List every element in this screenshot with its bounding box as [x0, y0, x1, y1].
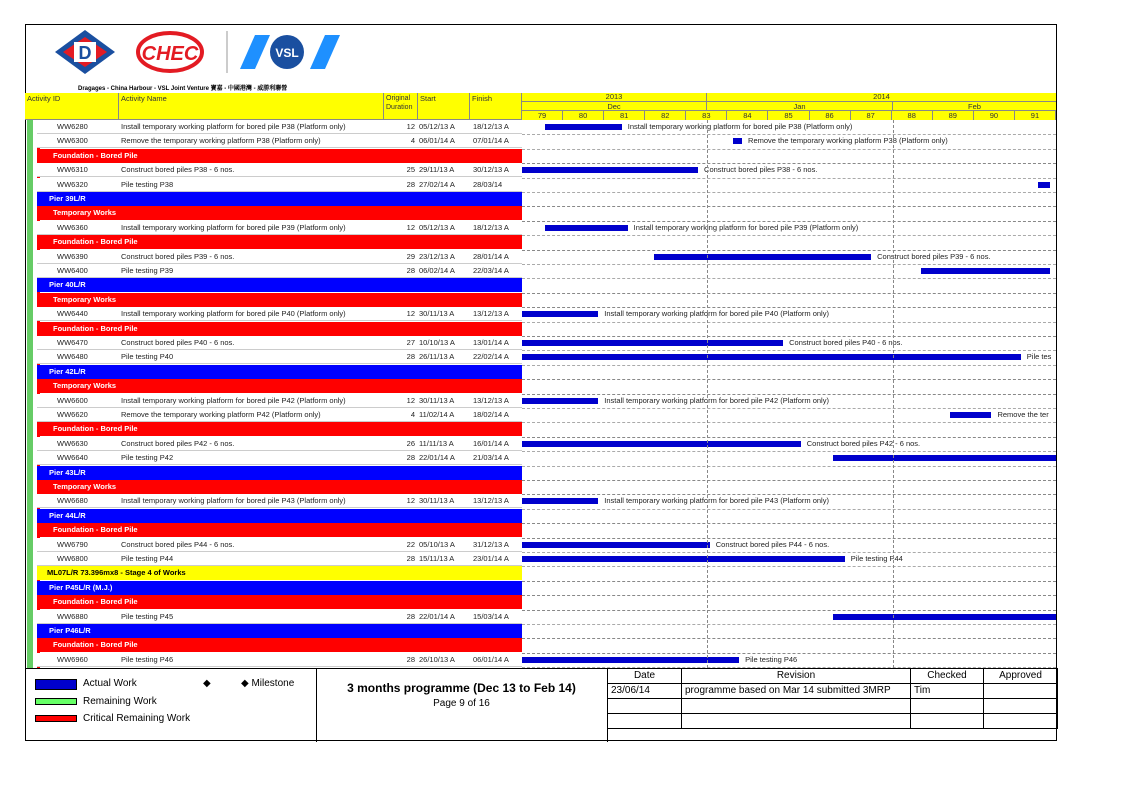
activity-start: 29/11/13 A — [419, 165, 455, 175]
gantt-gridline — [522, 134, 1056, 135]
activity-start: 06/02/14 A — [419, 266, 455, 275]
rev-empty-cell — [911, 714, 984, 729]
activity-id: WW6480 — [57, 352, 88, 362]
activity-duration: 12 — [406, 222, 415, 232]
month-gridline — [707, 120, 708, 668]
activity-start: 27/02/14 A — [419, 179, 455, 189]
gantt-bar[interactable] — [1038, 182, 1050, 188]
activity-name: Construct bored piles P44 - 6 nos. — [121, 539, 235, 549]
activity-duration: 22 — [406, 539, 415, 549]
activity-row[interactable] — [37, 350, 522, 364]
rev-header-approved: Approved — [984, 669, 1058, 684]
page-number: Page 9 of 16 — [433, 698, 490, 709]
gantt-gridline — [522, 422, 1056, 423]
activity-duration: 4 — [410, 136, 415, 146]
activity-row[interactable] — [37, 451, 522, 465]
activity-duration: 25 — [406, 165, 415, 175]
week-cell: 91 — [1015, 110, 1056, 120]
gantt-bar-label: Construct bored piles P39 - 6 nos. — [877, 251, 991, 261]
header-start[interactable]: Start — [418, 93, 470, 120]
logos — [55, 29, 345, 75]
activity-finish: 07/01/14 A — [473, 136, 509, 146]
gantt-gridline — [522, 638, 1056, 639]
gantt-bar-label: Install temporary working platform for bored pile P39 (Platform only) — [633, 222, 859, 232]
wbs-subgroup[interactable]: Temporary Works — [37, 480, 522, 494]
activity-row[interactable] — [37, 552, 522, 566]
wbs-subgroup[interactable]: Temporary Works — [37, 293, 522, 307]
activity-row[interactable] — [37, 538, 522, 552]
programme-title: 3 months programme (Dec 13 to Feb 14) — [347, 681, 576, 695]
activity-start: 30/11/13 A — [419, 309, 455, 319]
activity-duration: 12 — [406, 309, 415, 319]
activity-finish: 15/03/14 A — [473, 611, 509, 621]
gantt-bar[interactable] — [545, 225, 627, 231]
activity-finish: 13/01/14 A — [473, 338, 509, 347]
gantt-bar-label: Pile tes — [1026, 352, 1052, 362]
wbs-subgroup[interactable]: Foundation - Bored Pile — [37, 523, 522, 537]
gantt-gridline — [522, 494, 1056, 495]
wbs-subgroup[interactable]: Foundation - Bored Pile — [37, 595, 522, 609]
gantt-gridline — [522, 192, 1056, 193]
gantt-gridline — [522, 149, 1056, 150]
activity-finish: 23/01/14 A — [473, 554, 509, 563]
activity-id: WW6790 — [57, 539, 88, 549]
activity-start: 05/10/13 A — [419, 539, 455, 549]
logo-d: D — [78, 43, 92, 63]
gantt-gridline — [522, 408, 1056, 409]
rev-empty-cell — [984, 714, 1058, 729]
wbs-subgroup[interactable]: Foundation - Bored Pile — [37, 638, 522, 652]
gantt-gridline — [522, 264, 1056, 265]
activity-id: WW6640 — [57, 453, 88, 463]
wbs-group[interactable]: Pier P45L/R (M.J.) — [37, 581, 522, 595]
gantt-bar[interactable] — [522, 441, 801, 447]
gantt-bar[interactable] — [522, 167, 698, 173]
activity-duration: 26 — [406, 438, 415, 448]
chec-logo-icon — [138, 33, 202, 71]
rev-approved — [984, 684, 1058, 699]
activity-duration: 12 — [406, 496, 415, 506]
activity-row[interactable] — [37, 494, 522, 508]
rev-date: 23/06/14 — [608, 684, 682, 699]
gantt-gridline — [522, 365, 1056, 366]
vsl-logo-icon — [227, 31, 340, 73]
activity-name: Pile testing P44 — [121, 554, 174, 563]
activity-start: 11/02/14 A — [419, 410, 455, 419]
wbs-stage[interactable]: ML07L/R 73.396mx8 - Stage 4 of Works — [37, 566, 522, 580]
gantt-bar[interactable] — [833, 614, 1056, 620]
rev-checked: Tim — [911, 684, 984, 699]
legend-critical-work: Critical Remaining Work — [83, 713, 191, 724]
gantt-bar-label: Construct bored piles P38 - 6 nos. — [704, 165, 818, 175]
year-2014: 2014 — [873, 92, 890, 101]
actual-work-swatch — [35, 679, 77, 690]
gantt-gridline — [522, 595, 1056, 596]
logo-chec: CHEC — [141, 43, 199, 65]
gantt-gridline — [522, 322, 1056, 323]
gantt-bar[interactable] — [545, 124, 621, 130]
remaining-stripe — [27, 120, 33, 668]
rev-empty-cell — [984, 699, 1058, 714]
rev-empty-cell — [608, 714, 682, 729]
activity-start: 30/11/13 A — [419, 496, 455, 506]
activity-finish: 13/12/13 A — [473, 395, 509, 405]
activity-id: WW6880 — [57, 611, 88, 621]
critical-work-swatch — [35, 715, 77, 722]
wbs-group[interactable]: Pier 42L/R — [37, 365, 522, 379]
activity-finish: 13/12/13 A — [473, 496, 509, 506]
rev-empty-cell — [911, 699, 984, 714]
week-cell: 80 — [563, 110, 604, 120]
activity-duration: 28 — [406, 554, 415, 563]
activity-duration: 28 — [406, 266, 415, 275]
activity-start: 26/11/13 A — [419, 352, 455, 362]
activity-row[interactable] — [37, 610, 522, 624]
header-activity-id[interactable]: Activity ID — [25, 93, 119, 120]
activity-name: Pile testing P45 — [121, 611, 174, 621]
gantt-gridline — [522, 394, 1056, 395]
legend-remaining-work: Remaining Work — [83, 696, 157, 707]
activity-name: Install temporary working platform for bored pile P43 (Platform only) — [121, 496, 346, 506]
month-jan: Jan — [707, 101, 893, 110]
activity-start: 10/10/13 A — [419, 338, 455, 347]
activity-start: 26/10/13 A — [419, 654, 455, 664]
week-cell: 79 — [522, 110, 563, 120]
gantt-gridline — [522, 379, 1056, 380]
activity-row[interactable] — [37, 408, 522, 422]
activity-name: Construct bored piles P42 - 6 nos. — [121, 438, 235, 448]
activity-name: Pile testing P46 — [121, 654, 174, 664]
gantt-gridline — [522, 178, 1056, 179]
gantt-bar[interactable] — [522, 498, 598, 504]
gantt-gridline — [522, 480, 1056, 481]
wbs-subgroup[interactable]: Temporary Works — [37, 379, 522, 393]
gantt-gridline — [522, 566, 1056, 567]
company-name: Dragages - China Harbour - VSL Joint Venture 寶嘉 - 中國港灣 - 威勝利聯營 — [78, 86, 288, 92]
activity-finish: 22/03/14 A — [473, 266, 509, 275]
month-gridline — [893, 120, 894, 668]
activity-id: WW6470 — [57, 338, 88, 347]
activity-row[interactable] — [37, 264, 522, 278]
gantt-gridline — [522, 235, 1056, 236]
activity-id: WW6310 — [57, 165, 88, 175]
gantt-bar-label: Pile testing P46 — [745, 654, 798, 664]
gantt-gridline — [522, 451, 1056, 452]
wbs-subgroup[interactable]: Foundation - Bored Pile — [37, 322, 522, 336]
activity-start: 30/11/13 A — [419, 395, 455, 405]
activity-finish: 31/12/13 A — [473, 539, 509, 549]
gantt-gridline — [522, 278, 1056, 279]
gantt-gridline — [522, 437, 1056, 438]
activity-name: Construct bored piles P39 - 6 nos. — [121, 251, 235, 261]
wbs-subgroup[interactable]: Foundation - Bored Pile — [37, 149, 522, 163]
activity-finish: 28/03/14 — [473, 179, 503, 189]
gantt-bar-label: Install temporary working platform for bored pile P43 (Platform only) — [604, 496, 829, 506]
gantt-bar[interactable] — [950, 412, 991, 418]
gantt-gridline — [522, 350, 1056, 351]
week-cell: 90 — [974, 110, 1015, 120]
activity-name: Install temporary working platform for bored pile P40 (Platform only) — [121, 309, 346, 319]
gantt-bar[interactable] — [522, 556, 845, 562]
gantt-bar[interactable] — [522, 311, 598, 317]
activity-duration: 4 — [410, 410, 415, 419]
activity-start: 06/01/14 A — [419, 136, 455, 146]
week-cell: 81 — [604, 110, 645, 120]
rev-description: programme based on Mar 14 submitted 3MRP — [682, 684, 911, 699]
gantt-bar-label: Install temporary working platform for bored pile P40 (Platform only) — [604, 309, 829, 319]
activity-id: WW6300 — [57, 136, 88, 146]
activity-duration: 12 — [406, 122, 415, 131]
activity-finish: 18/02/14 A — [473, 410, 509, 419]
header-finish[interactable]: Finish — [470, 93, 522, 120]
activity-name: Install temporary working platform for bored pile P39 (Platform only) — [121, 222, 346, 232]
gantt-gridline — [522, 653, 1056, 654]
gantt-bar[interactable] — [522, 354, 1021, 360]
milestone-icon: ◆ — [203, 678, 211, 689]
wbs-subgroup[interactable]: Foundation - Bored Pile — [37, 422, 522, 436]
rev-header-checked: Checked — [911, 669, 984, 684]
activity-duration: 12 — [406, 395, 415, 405]
week-cell: 83 — [686, 110, 727, 120]
activity-id: WW6960 — [57, 654, 88, 664]
activity-start: 11/11/13 A — [419, 438, 454, 448]
year-2013: 2013 — [522, 93, 707, 101]
activity-row[interactable] — [37, 394, 522, 408]
wbs-group[interactable]: Pier 44L/R — [37, 509, 522, 523]
activity-row[interactable] — [37, 653, 522, 667]
wbs-subgroup[interactable]: Foundation - Bored Pile — [37, 235, 522, 249]
rev-empty-cell — [682, 699, 911, 714]
activity-finish: 18/12/13 A — [473, 122, 509, 131]
gantt-bar-label: Pile testing P44 — [850, 554, 903, 563]
activity-name: Construct bored piles P40 - 6 nos. — [121, 338, 235, 347]
activity-finish: 28/01/14 A — [473, 251, 509, 261]
legend-milestone: ◆ Milestone — [241, 678, 295, 689]
legend — [25, 668, 317, 742]
activity-start: 15/11/13 A — [419, 554, 455, 563]
week-cell: 85 — [768, 110, 809, 120]
week-cell: 87 — [851, 110, 892, 120]
activity-id: WW6620 — [57, 410, 88, 419]
activity-name: Install temporary working platform for bored pile P42 (Platform only) — [121, 395, 346, 405]
activity-name: Remove the temporary working platform P42 (Platform only) — [121, 410, 321, 419]
activity-duration: 28 — [406, 453, 415, 463]
wbs-group[interactable]: Pier 43L/R — [37, 466, 522, 480]
wbs-group[interactable]: Pier 39L/R — [37, 192, 522, 206]
gantt-bar[interactable] — [522, 340, 783, 346]
activity-start: 22/01/14 A — [419, 453, 455, 463]
activity-id: WW6680 — [57, 496, 88, 506]
gantt-bar[interactable] — [654, 254, 871, 260]
activity-finish: 22/02/14 A — [473, 352, 509, 362]
rev-header-revision: Revision — [682, 669, 911, 684]
gantt-gridline — [522, 336, 1056, 337]
activity-row[interactable] — [37, 163, 522, 177]
activity-name: Construct bored piles P38 - 6 nos. — [121, 165, 235, 175]
gantt-gridline — [522, 466, 1056, 467]
activity-duration: 28 — [406, 611, 415, 621]
gantt-gridline — [522, 581, 1056, 582]
gantt-bar-label: Install temporary working platform for bored pile P42 (Platform only) — [604, 395, 829, 405]
activity-row[interactable] — [37, 307, 522, 321]
title-box — [316, 668, 607, 742]
week-cell: 82 — [645, 110, 686, 120]
week-cell: 88 — [892, 110, 933, 120]
week-cell: 84 — [727, 110, 768, 120]
gantt-gridline — [522, 307, 1056, 308]
gantt-bar-label: Construct bored piles P42 - 6 nos. — [806, 438, 921, 448]
company-logos-icon — [55, 29, 345, 75]
gantt-bar-label: Construct bored piles P40 - 6 nos. — [789, 338, 903, 347]
activity-id: WW6630 — [57, 438, 88, 448]
activity-id: WW6320 — [57, 179, 88, 189]
wbs-group[interactable]: Pier P46L/R — [37, 624, 522, 638]
gantt-bar-label: Remove the temporary working platform P38 (Platform only) — [748, 136, 948, 146]
gantt-gridline — [522, 552, 1056, 553]
gantt-gridline — [522, 221, 1056, 222]
gantt-bar-label: Install temporary working platform for bored pile P38 (Platform only) — [627, 122, 853, 131]
header-activity-name[interactable]: Activity Name — [119, 93, 384, 120]
logo-vsl: VSL — [275, 46, 299, 60]
gantt-gridline — [522, 538, 1056, 539]
timeline-header — [522, 93, 1056, 120]
gantt-gridline — [522, 509, 1056, 510]
activity-name: Pile testing P40 — [121, 352, 174, 362]
gantt-gridline — [522, 206, 1056, 207]
activity-id: WW6800 — [57, 554, 88, 563]
gantt-gridline — [522, 523, 1056, 524]
activity-name: Install temporary working platform for bored pile P38 (Platform only) — [121, 122, 346, 131]
activity-id: WW6360 — [57, 222, 88, 232]
gantt-gridline — [522, 250, 1056, 251]
activity-id: WW6600 — [57, 395, 88, 405]
rev-empty-cell — [608, 699, 682, 714]
wbs-group[interactable]: Pier 40L/R — [37, 278, 522, 292]
activity-id: WW6390 — [57, 251, 88, 261]
activity-name: Remove the temporary working platform P38 (Platform only) — [121, 136, 321, 146]
gantt-bar[interactable] — [733, 138, 742, 144]
gantt-bar-label: Construct bored piles P44 - 6 nos. — [715, 539, 830, 549]
activity-duration: 28 — [406, 654, 415, 664]
activity-start: 05/12/13 A — [419, 222, 455, 232]
activity-row[interactable] — [37, 437, 522, 451]
gantt-bar[interactable] — [921, 268, 1050, 274]
gantt-gridline — [522, 293, 1056, 294]
activity-finish: 30/12/13 A — [473, 165, 509, 175]
activity-finish: 21/03/14 A — [473, 453, 509, 463]
activity-row[interactable] — [37, 178, 522, 192]
wbs-subgroup[interactable]: Temporary Works — [37, 206, 522, 220]
revision-table — [607, 668, 1058, 742]
gantt-gridline — [522, 163, 1056, 164]
rev-empty-cell — [682, 714, 911, 729]
header-duration[interactable]: Original Duration — [384, 93, 418, 120]
activity-finish: 16/01/14 A — [473, 438, 509, 448]
activity-duration: 27 — [406, 338, 415, 347]
activity-start: 05/12/13 A — [419, 122, 455, 131]
activity-row[interactable] — [37, 250, 522, 264]
week-cell: 86 — [810, 110, 851, 120]
remaining-work-swatch — [35, 698, 77, 705]
activity-finish: 13/12/13 A — [473, 309, 509, 319]
activity-start: 22/01/14 A — [419, 611, 455, 621]
dragages-logo-icon — [55, 30, 115, 74]
activity-duration: 29 — [406, 251, 415, 261]
month-feb: Feb — [893, 101, 1056, 110]
activity-row[interactable] — [37, 120, 522, 134]
rev-header-date: Date — [608, 669, 682, 684]
gantt-bar-label: Remove the ter — [997, 410, 1049, 419]
activity-id: WW6400 — [57, 266, 88, 275]
activity-row[interactable] — [37, 134, 522, 148]
activity-id: WW6440 — [57, 309, 88, 319]
activity-name: Pile testing P38 — [121, 179, 174, 189]
activity-id: WW6280 — [57, 122, 88, 131]
activity-row[interactable] — [37, 221, 522, 235]
gantt-bar[interactable] — [833, 455, 1056, 461]
gantt-bar[interactable] — [522, 398, 598, 404]
activity-row[interactable] — [37, 336, 522, 350]
activity-name: Pile testing P39 — [121, 266, 174, 275]
activity-duration: 28 — [406, 179, 415, 189]
gantt-bar[interactable] — [522, 542, 710, 548]
activity-start: 23/12/13 A — [419, 251, 455, 261]
activity-finish: 18/12/13 A — [473, 222, 509, 232]
gantt-gridline — [522, 610, 1056, 611]
legend-actual-work: Actual Work — [83, 678, 137, 689]
gantt-gridline — [522, 624, 1056, 625]
month-dec: Dec — [522, 101, 707, 110]
week-cell: 89 — [933, 110, 974, 120]
activity-name: Pile testing P42 — [121, 453, 174, 463]
activity-finish: 06/01/14 A — [473, 654, 509, 664]
activity-duration: 28 — [406, 352, 415, 362]
